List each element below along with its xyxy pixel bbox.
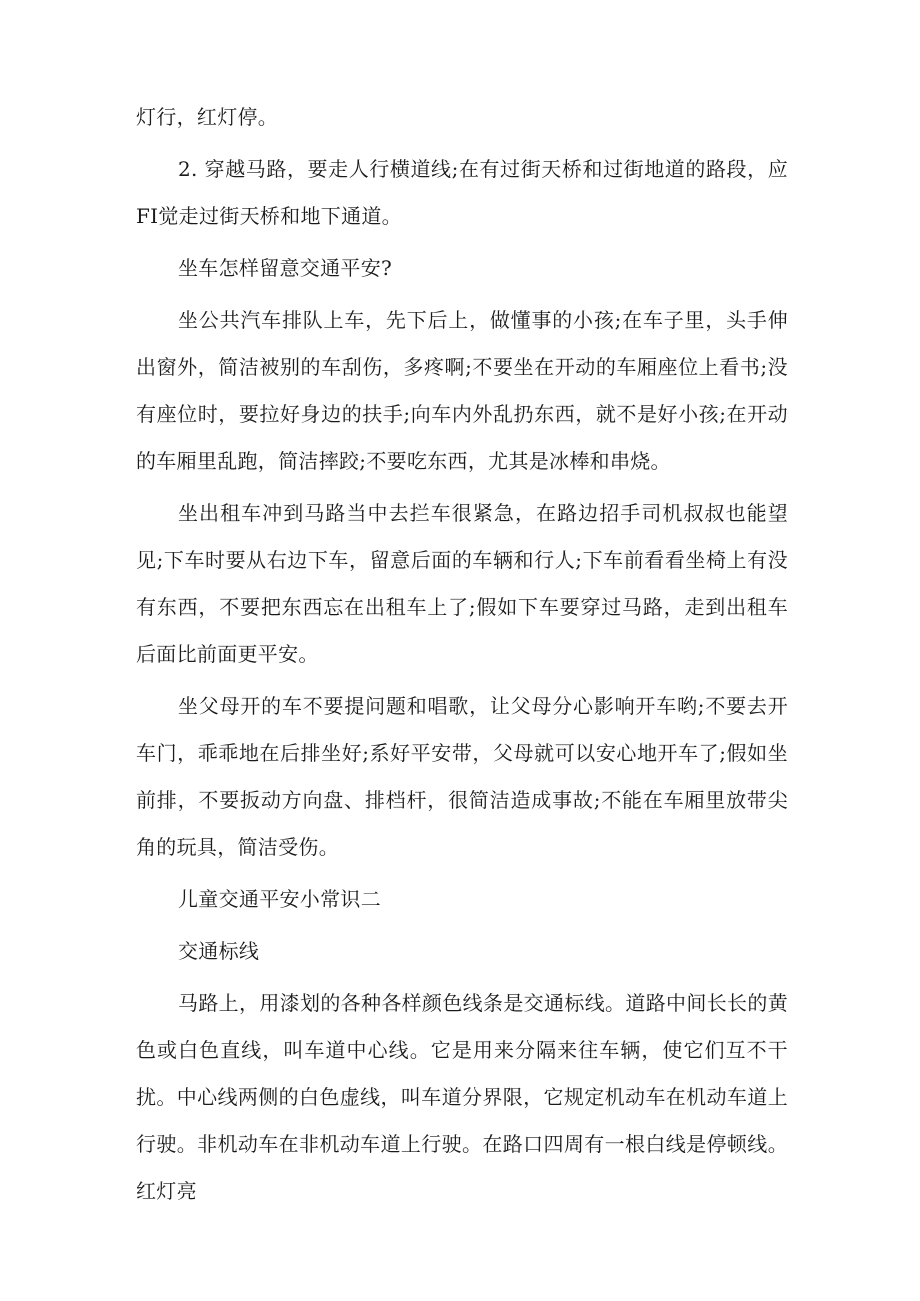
section-heading-markings: 交通标线 — [178, 939, 260, 963]
paragraph-road-markings: 马路上，用漆划的各种各样颜色线条是交通标线。道路中间长长的黄色或白色直线，叫车道中心线。它是用来分隔来往车辆，使它们互不干扰。中心线两侧的白色虚线，叫车道分界限，它规定机动车在机动车道上行驶。非机动车在非机动车道上行驶。在路口四周有一根白线是停顿线。红灯亮 — [136, 991, 788, 1203]
section-heading-riding: 坐车怎样留意交通平安? — [178, 256, 393, 280]
paragraph-bus: 坐公共汽车排队上车，先下后上，做懂事的小孩;在车子里，头手伸出窗外，简洁被别的车刮伤，多疼啊;不要坐在开动的车厢座位上看书;没有座位时，要拉好身边的扶手;向车内外乱扔东西，就不是好小孩;在开动的车厢里乱跑，简洁摔跤;不要吃东西，尤其是冰棒和串烧。 — [136, 308, 788, 473]
paragraph-taxi: 坐出租车冲到马路当中去拦车很紧急，在路边招手司机叔叔也能望见;下车时要从右边下车，留意后面的车辆和行人;下车前看看坐椅上有没有东西，不要把东西忘在出租车上了;假如下车要穿过马路，走到出租车后面比前面更平安。 — [136, 501, 788, 666]
section-title-part-two: 儿童交通平安小常识二 — [178, 887, 381, 911]
paragraph-crossing-road: 2. 穿越马路，要走人行横道线;在有过街天桥和过街地道的路段，应FI觉走过街天桥和地下通道。 — [136, 157, 788, 228]
paragraph-family-car: 坐父母开的车不要提问题和唱歌，让父母分心影响开车哟;不要去开车门，乖乖地在后排坐好;系好平安带，父母就可以安心地开车了;假如坐前排，不要扳动方向盘、排档杆，很简洁造成事故;不能在车厢里放带尖角的玩具，简洁受伤。 — [136, 694, 788, 859]
document-body — [136, 94, 788, 1215]
paragraph-continuation: 灯行，红灯停。 — [136, 105, 279, 129]
